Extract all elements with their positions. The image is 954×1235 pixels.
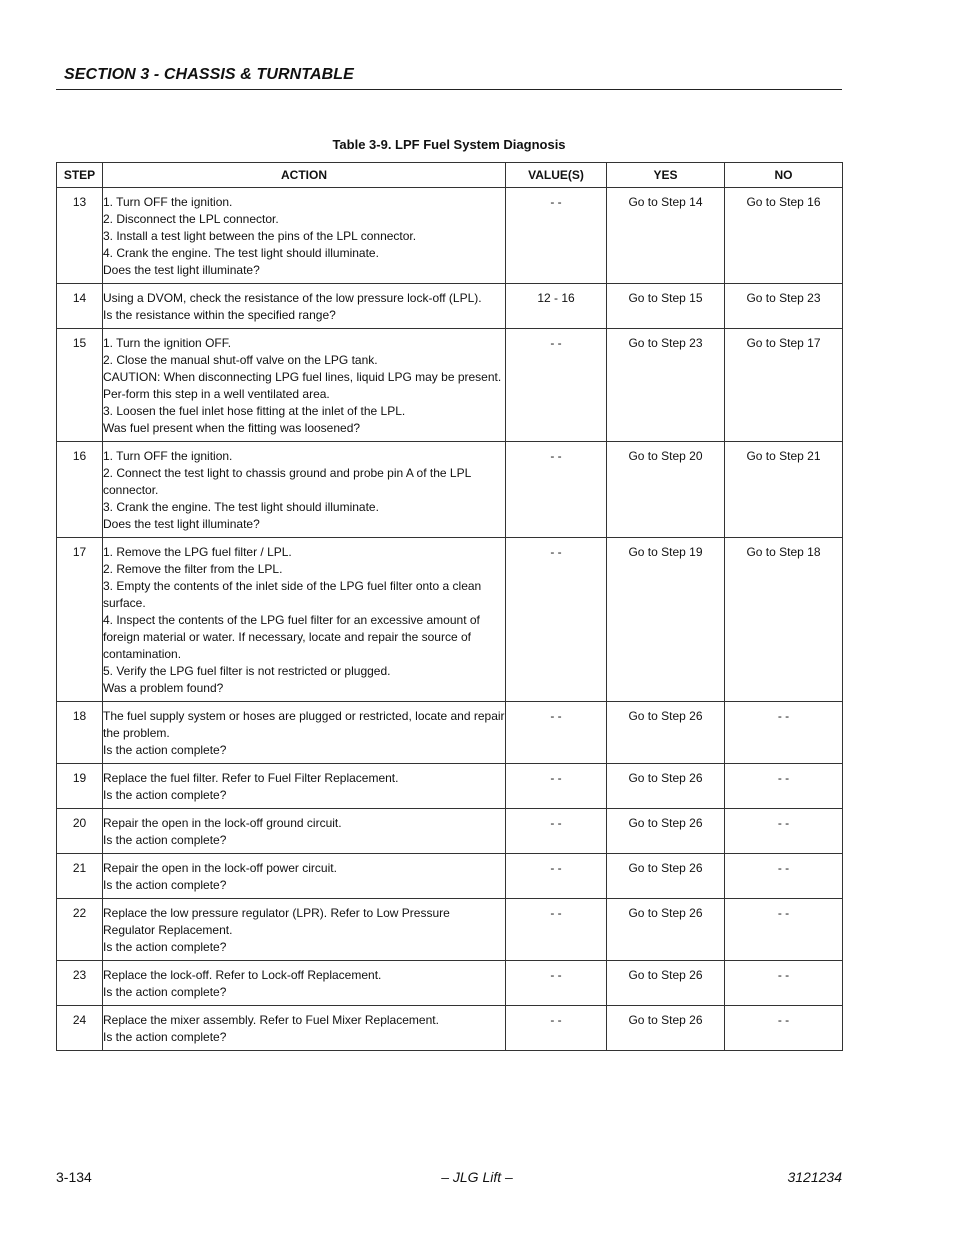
action-line: Does the test light illuminate? — [103, 517, 260, 531]
step-cell: 18 — [57, 702, 103, 764]
page-number: 3-134 — [56, 1169, 92, 1185]
no-cell: - - — [725, 1006, 843, 1051]
table-row — [57, 961, 843, 1006]
value-cell: - - — [506, 329, 607, 442]
action-line: 1. Turn OFF the ignition. — [103, 195, 233, 209]
action-line: 1. Turn OFF the ignition. — [103, 449, 233, 463]
column-header-values: VALUE(S) — [506, 163, 607, 188]
document-number: 3121234 — [787, 1169, 842, 1185]
yes-cell: Go to Step 26 — [607, 764, 725, 809]
action-cell — [103, 961, 506, 1006]
action-cell — [103, 188, 506, 284]
table-row — [57, 764, 843, 809]
value-cell: - - — [506, 899, 607, 961]
value-cell: - - — [506, 538, 607, 702]
action-cell — [103, 442, 506, 538]
action-line: Is the action complete? — [103, 985, 227, 999]
yes-cell: Go to Step 23 — [607, 329, 725, 442]
action-line: 1. Remove the LPG fuel filter / LPL. — [103, 545, 292, 559]
action-line: Is the action complete? — [103, 878, 227, 892]
action-line: Is the resistance within the specified range? — [103, 308, 336, 322]
table-row — [57, 442, 843, 538]
step-cell: 13 — [57, 188, 103, 284]
value-cell: - - — [506, 854, 607, 899]
value-cell: - - — [506, 188, 607, 284]
no-cell: - - — [725, 702, 843, 764]
action-line: 4. Crank the engine. The test light should illuminate. — [103, 246, 379, 260]
no-cell: Go to Step 17 — [725, 329, 843, 442]
value-cell: - - — [506, 961, 607, 1006]
yes-cell: Go to Step 26 — [607, 702, 725, 764]
table-row — [57, 329, 843, 442]
table-row — [57, 538, 843, 702]
step-cell: 19 — [57, 764, 103, 809]
value-cell: - - — [506, 442, 607, 538]
step-cell: 17 — [57, 538, 103, 702]
action-line: Replace the lock-off. Refer to Lock-off Replacement. — [103, 968, 382, 982]
header-divider — [56, 89, 842, 90]
no-cell: Go to Step 23 — [725, 284, 843, 329]
table-row — [57, 1006, 843, 1051]
no-cell: - - — [725, 961, 843, 1006]
step-cell: 24 — [57, 1006, 103, 1051]
section-title: SECTION 3 - CHASSIS & TURNTABLE — [64, 66, 354, 83]
no-cell: Go to Step 16 — [725, 188, 843, 284]
action-cell — [103, 809, 506, 854]
action-line: 2. Close the manual shut-off valve on the LPG tank. — [103, 353, 378, 367]
table-row — [57, 702, 843, 764]
value-cell: - - — [506, 1006, 607, 1051]
action-line: 2. Disconnect the LPL connector. — [103, 212, 279, 226]
yes-cell: Go to Step 26 — [607, 899, 725, 961]
diagnosis-table — [56, 162, 843, 1051]
column-header-no: NO — [725, 163, 843, 188]
action-line: Does the test light illuminate? — [103, 263, 260, 277]
action-cell — [103, 854, 506, 899]
action-line: CAUTION: When disconnecting LPG fuel lines, liquid LPG may be present. Per-form this step in a well ventilated area. — [103, 370, 502, 401]
yes-cell: Go to Step 19 — [607, 538, 725, 702]
step-cell: 14 — [57, 284, 103, 329]
table-title: Table 3-9. LPF Fuel System Diagnosis — [332, 137, 566, 152]
action-line: Is the action complete? — [103, 743, 227, 757]
action-cell — [103, 329, 506, 442]
step-cell: 21 — [57, 854, 103, 899]
action-line: Using a DVOM, check the resistance of the low pressure lock-off (LPL). — [103, 291, 482, 305]
action-cell — [103, 764, 506, 809]
step-cell: 23 — [57, 961, 103, 1006]
action-line: Replace the mixer assembly. Refer to Fuel Mixer Replacement. — [103, 1013, 439, 1027]
footer-publisher: – JLG Lift – — [441, 1169, 513, 1185]
action-line: Replace the fuel filter. Refer to Fuel Filter Replacement. — [103, 771, 399, 785]
action-line: Was a problem found? — [103, 681, 224, 695]
value-cell: - - — [506, 809, 607, 854]
table-body — [57, 188, 843, 1051]
yes-cell: Go to Step 20 — [607, 442, 725, 538]
action-line: 3. Empty the contents of the inlet side of the LPG fuel filter onto a clean surface. — [103, 579, 482, 610]
no-cell: - - — [725, 809, 843, 854]
yes-cell: Go to Step 26 — [607, 961, 725, 1006]
action-cell — [103, 1006, 506, 1051]
action-line: Is the action complete? — [103, 788, 227, 802]
step-cell: 20 — [57, 809, 103, 854]
action-line: Is the action complete? — [103, 940, 227, 954]
action-line: 2. Remove the filter from the LPL. — [103, 562, 283, 576]
action-line: Replace the low pressure regulator (LPR). Refer to Low Pressure Regulator Replacement. — [103, 906, 450, 937]
action-line: Is the action complete? — [103, 833, 227, 847]
step-cell: 16 — [57, 442, 103, 538]
table-header-row — [57, 163, 843, 188]
column-header-action: ACTION — [103, 163, 506, 188]
table-row — [57, 899, 843, 961]
column-header-step: STEP — [57, 163, 103, 188]
step-cell: 15 — [57, 329, 103, 442]
no-cell: Go to Step 18 — [725, 538, 843, 702]
no-cell: - - — [725, 764, 843, 809]
table-row — [57, 284, 843, 329]
action-line: 3. Loosen the fuel inlet hose fitting at the inlet of the LPL. — [103, 404, 406, 418]
table-row — [57, 188, 843, 284]
action-line: Was fuel present when the fitting was loosened? — [103, 421, 361, 435]
column-header-yes: YES — [607, 163, 725, 188]
action-line: 4. Inspect the contents of the LPG fuel filter for an excessive amount of foreign material or water. If necessary, locate and repair the source of contamination. — [103, 613, 480, 661]
table-row — [57, 854, 843, 899]
no-cell: - - — [725, 899, 843, 961]
value-cell: - - — [506, 764, 607, 809]
yes-cell: Go to Step 14 — [607, 188, 725, 284]
action-line: 2. Connect the test light to chassis ground and probe pin A of the LPL connector. — [103, 466, 471, 497]
no-cell: - - — [725, 854, 843, 899]
yes-cell: Go to Step 26 — [607, 854, 725, 899]
action-line: 1. Turn the ignition OFF. — [103, 336, 232, 350]
action-line: 3. Crank the engine. The test light should illuminate. — [103, 500, 379, 514]
action-line: 5. Verify the LPG fuel filter is not restricted or plugged. — [103, 664, 391, 678]
action-line: Is the action complete? — [103, 1030, 227, 1044]
action-line: Repair the open in the lock-off power circuit. — [103, 861, 337, 875]
value-cell: - - — [506, 702, 607, 764]
action-cell — [103, 702, 506, 764]
yes-cell: Go to Step 15 — [607, 284, 725, 329]
action-line: Repair the open in the lock-off ground circuit. — [103, 816, 342, 830]
yes-cell: Go to Step 26 — [607, 1006, 725, 1051]
action-cell — [103, 284, 506, 329]
yes-cell: Go to Step 26 — [607, 809, 725, 854]
table-row — [57, 809, 843, 854]
no-cell: Go to Step 21 — [725, 442, 843, 538]
action-cell — [103, 538, 506, 702]
action-line: The fuel supply system or hoses are plugged or restricted, locate and repair the problem. — [103, 709, 505, 740]
action-line: 3. Install a test light between the pins of the LPL connector. — [103, 229, 417, 243]
step-cell: 22 — [57, 899, 103, 961]
action-cell — [103, 899, 506, 961]
value-cell: 12 - 16 — [506, 284, 607, 329]
